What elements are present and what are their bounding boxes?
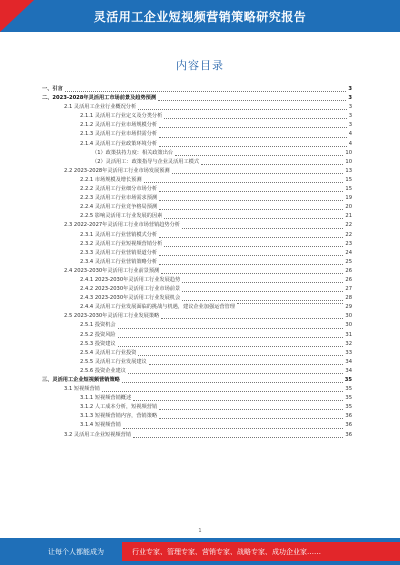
toc-entry-page: 13: [345, 167, 352, 174]
toc-entry-text: 2.5.2 投资风险: [80, 331, 116, 338]
toc-entry-text: 3.1 短视频营销: [64, 386, 100, 393]
toc-entry[interactable]: [42, 149, 352, 158]
toc-entry-page: 4: [348, 140, 352, 147]
toc-leader-dots: [122, 382, 343, 383]
toc-entry-text: 2.4 2023-2030年灵活用工行业前景预测: [64, 267, 160, 274]
toc-entry[interactable]: [42, 231, 352, 240]
toc-entry-page: 36: [345, 431, 352, 438]
toc-entry[interactable]: [42, 267, 352, 276]
toc-entry[interactable]: [42, 340, 352, 349]
toc-entry[interactable]: [42, 130, 352, 139]
toc-entry-page: 35: [345, 404, 352, 411]
toc-entry[interactable]: [42, 158, 352, 167]
toc-entry-text: 2.2.1 市场规模及增长预测: [80, 176, 142, 183]
toc-leader-dots: [65, 91, 347, 92]
toc-entry[interactable]: [42, 431, 352, 440]
toc-entry[interactable]: [42, 85, 352, 94]
toc-leader-dots: [128, 373, 343, 374]
toc-entry[interactable]: [42, 167, 352, 176]
toc-leader-dots: [159, 191, 343, 192]
toc-entry[interactable]: [42, 103, 352, 112]
toc-entry-text: 3.1.4 短视频营销: [80, 422, 121, 429]
toc-entry-page: 22: [345, 231, 352, 238]
toc-entry-page: 32: [345, 340, 352, 347]
toc-entry-page: 34: [345, 367, 352, 374]
toc-leader-dots: [159, 255, 343, 256]
header-bar: [0, 0, 400, 32]
toc-entry-text: 2.2 2023-2028年灵活用工行业市场发展预测: [64, 167, 170, 174]
toc-entry-page: 31: [345, 331, 352, 338]
toc-entry-page: 22: [345, 222, 352, 229]
toc-entry-page: 26: [345, 267, 352, 274]
toc-entry-page: 19: [345, 195, 352, 202]
toc-entry-text: 2.3.2 灵活用工行业短视频营销分析: [80, 240, 163, 247]
toc-entry-page: 30: [345, 322, 352, 329]
toc-leader-dots: [182, 228, 343, 229]
footer-slogan: 让每个人都能成为: [48, 548, 104, 556]
toc-entry-page: 35: [345, 395, 352, 402]
toc-leader-dots: [164, 246, 343, 247]
toc-entry-text: 2.2.3 灵活用工行业市场需求预测: [80, 195, 158, 202]
toc-entry[interactable]: [42, 303, 352, 312]
toc-entry-text: 2.3.4 灵活用工行业营销策略分析: [80, 258, 158, 265]
toc-entry-text: 2.2.5 影响灵活用工行业发展的因素: [80, 213, 163, 220]
toc-entry[interactable]: [42, 194, 352, 203]
toc-entry-text: 2.4.3 2023-2030年灵活用工行业发展机会: [80, 295, 181, 302]
toc-entry[interactable]: [42, 185, 352, 194]
toc-entry-page: 21: [345, 213, 352, 220]
toc-entry-page: 10: [345, 158, 352, 165]
toc-entry-text: 2.1 灵活用工企业行业概况分析: [64, 104, 137, 111]
toc-leader-dots: [159, 127, 347, 128]
toc-entry-text: 2.5.5 灵活用工行业发展建议: [80, 358, 147, 365]
toc-leader-dots: [161, 318, 343, 319]
toc-entry-text: 2.3.3 灵活用工行业营销渠道分析: [80, 249, 158, 256]
toc-leader-dots: [159, 409, 343, 410]
toc-leader-dots: [182, 291, 343, 292]
toc-entry-page: 24: [345, 249, 352, 256]
toc-entry-text: 2.5 2023-2030年灵活用工行业发展策略: [64, 313, 160, 320]
toc-entry[interactable]: [42, 276, 352, 285]
toc-leader-dots: [118, 346, 344, 347]
toc-entry[interactable]: [42, 385, 352, 394]
toc-entry[interactable]: [42, 376, 352, 385]
toc-leader-dots: [158, 100, 346, 101]
toc-leader-dots: [237, 303, 343, 304]
toc-entry-page: 3: [348, 104, 352, 111]
toc-entry[interactable]: [42, 294, 352, 303]
toc-entry-page: 25: [345, 258, 352, 265]
toc-entry-text: 2.1.3 灵活用工行业市场供需分析: [80, 131, 158, 138]
toc-entry-page: 28: [345, 295, 352, 302]
toc-entry[interactable]: [42, 112, 352, 121]
toc-leader-dots: [159, 137, 347, 138]
toc-leader-dots: [164, 118, 346, 119]
toc-leader-dots: [138, 355, 343, 356]
toc-entry[interactable]: [42, 221, 352, 230]
toc-leader-dots: [133, 400, 343, 401]
toc-leader-dots: [159, 237, 343, 238]
toc-entry-text: 三、灵活用工企业短视频营销策略: [42, 377, 120, 383]
toc-leader-dots: [102, 391, 344, 392]
toc-leader-dots: [118, 328, 344, 329]
toc-entry[interactable]: [42, 394, 352, 403]
toc-entry-text: 一、引言: [42, 86, 63, 92]
toc-entry-text: 3.1.2 人工成本分析，短视频营销: [80, 404, 158, 411]
toc-entry-page: 20: [345, 204, 352, 211]
toc-leader-dots: [159, 209, 343, 210]
toc-entry[interactable]: [42, 358, 352, 367]
footer-tagline: 行业专家、管理专家、营销专家、战略专家、成功企业家……: [132, 548, 321, 556]
toc-entry[interactable]: [42, 176, 352, 185]
toc-entry-text: 2.1.1 灵活用工行业定义及分类分析: [80, 113, 163, 120]
toc-entry[interactable]: [42, 121, 352, 130]
toc-leader-dots: [175, 155, 343, 156]
toc-entry-page: 33: [345, 349, 352, 356]
toc-entry-text: 2.5.1 投资机会: [80, 322, 116, 329]
toc-entry-text: 2.4.1 2023-2030年灵活用工行业发展趋势: [80, 276, 181, 283]
toc-leader-dots: [159, 418, 343, 419]
toc-entry[interactable]: [42, 285, 352, 294]
toc-entry[interactable]: [42, 94, 352, 103]
toc-entry[interactable]: [42, 403, 352, 412]
toc-leader-dots: [161, 273, 343, 274]
toc-entry[interactable]: [42, 412, 352, 421]
toc-leader-dots: [133, 437, 343, 438]
toc-entry-page: 36: [345, 422, 352, 429]
toc-entry-page: 23: [345, 240, 352, 247]
toc-leader-dots: [159, 264, 343, 265]
toc-entry-text: 2.1.2 灵活用工行业市场规模分析: [80, 122, 158, 129]
toc-entry-page: 4: [348, 131, 352, 138]
page-number: 1: [198, 528, 202, 534]
toc-entry-text: 2.3 2022-2027年灵活用工行业市场营销趋势分析: [64, 222, 180, 229]
toc-entry-page: 3: [348, 86, 352, 92]
toc-entry[interactable]: [42, 349, 352, 358]
toc-entry[interactable]: [42, 140, 352, 149]
table-of-contents: [42, 85, 352, 440]
toc-entry-page: 15: [345, 186, 352, 193]
toc-entry-page: 26: [345, 276, 352, 283]
toc-entry-page: 10: [345, 149, 352, 156]
toc-entry-text: 2.5.3 投资建议: [80, 340, 116, 347]
toc-leader-dots: [123, 428, 344, 429]
toc-entry-text: 3.1.3 短视频营销内容，营销策略: [80, 413, 158, 420]
toc-title: 内容目录: [176, 59, 224, 72]
toc-entry-text: 2.1.4 灵活用工行业政策环境分析: [80, 140, 158, 147]
toc-leader-dots: [149, 364, 344, 365]
toc-entry-page: 36: [345, 413, 352, 420]
report-title: 灵活用工企业短视频营销策略研究报告: [93, 10, 307, 24]
toc-leader-dots: [182, 300, 343, 301]
toc-entry-page: 29: [345, 304, 352, 311]
toc-entry-text: 二、2023-2028年灵活用工市场前景及趋势预测: [42, 95, 157, 102]
toc-entry-text: 3.1.1 短视频营销概述: [80, 395, 132, 402]
toc-leader-dots: [144, 182, 344, 183]
toc-leader-dots: [172, 173, 344, 174]
toc-leader-dots: [159, 146, 347, 147]
toc-leader-dots: [182, 282, 343, 283]
toc-entry[interactable]: [42, 258, 352, 267]
toc-leader-dots: [164, 218, 343, 219]
toc-entry[interactable]: [42, 331, 352, 340]
footer-bar: [0, 538, 400, 565]
toc-leader-dots: [138, 109, 347, 110]
toc-leader-dots: [201, 164, 343, 165]
toc-entry-text: 2.3.1 灵活用工行业营销模式分析: [80, 231, 158, 238]
footer-tagline-box: [122, 542, 400, 561]
toc-entry-text: 2.2.4 灵活用工行业竞争格局预测: [80, 204, 158, 211]
toc-entry[interactable]: [42, 249, 352, 258]
toc-entry[interactable]: [42, 367, 352, 376]
toc-entry-page: 3: [348, 95, 352, 102]
toc-leader-dots: [159, 200, 343, 201]
toc-entry-text: 2.5.4 灵活用工行业投资: [80, 349, 137, 356]
toc-entry-text: 2.4.4 灵活用工行业发展面临的挑战与机遇，建议企业加强运营管理: [80, 304, 235, 311]
toc-entry-text: （1）政策扶持力度：相关政策出台: [92, 149, 174, 156]
toc-entry-page: 35: [344, 377, 352, 383]
toc-entry-text: （2）灵活用工：政策指导与企业灵活用工模式: [92, 158, 200, 165]
toc-leader-dots: [118, 337, 344, 338]
toc-entry-page: 35: [345, 386, 352, 393]
toc-entry[interactable]: [42, 321, 352, 330]
toc-entry-page: 27: [345, 286, 352, 293]
toc-entry[interactable]: [42, 212, 352, 221]
toc-entry-text: 3.2 灵活用工企业短视频营销: [64, 431, 131, 438]
toc-entry-text: 2.5.6 投资企业建议: [80, 367, 126, 374]
toc-entry-page: 3: [348, 122, 352, 129]
toc-entry-text: 2.2.2 灵活用工行业细分市场分析: [80, 186, 158, 193]
toc-entry[interactable]: [42, 312, 352, 321]
toc-entry[interactable]: [42, 203, 352, 212]
toc-entry-page: 15: [345, 176, 352, 183]
toc-entry-page: 30: [345, 313, 352, 320]
toc-entry-page: 34: [345, 358, 352, 365]
toc-entry[interactable]: [42, 240, 352, 249]
toc-entry[interactable]: [42, 421, 352, 430]
toc-entry-page: 3: [348, 113, 352, 120]
toc-entry-text: 2.4.2 2023-2030年灵活用工行业市场前景: [80, 286, 181, 293]
